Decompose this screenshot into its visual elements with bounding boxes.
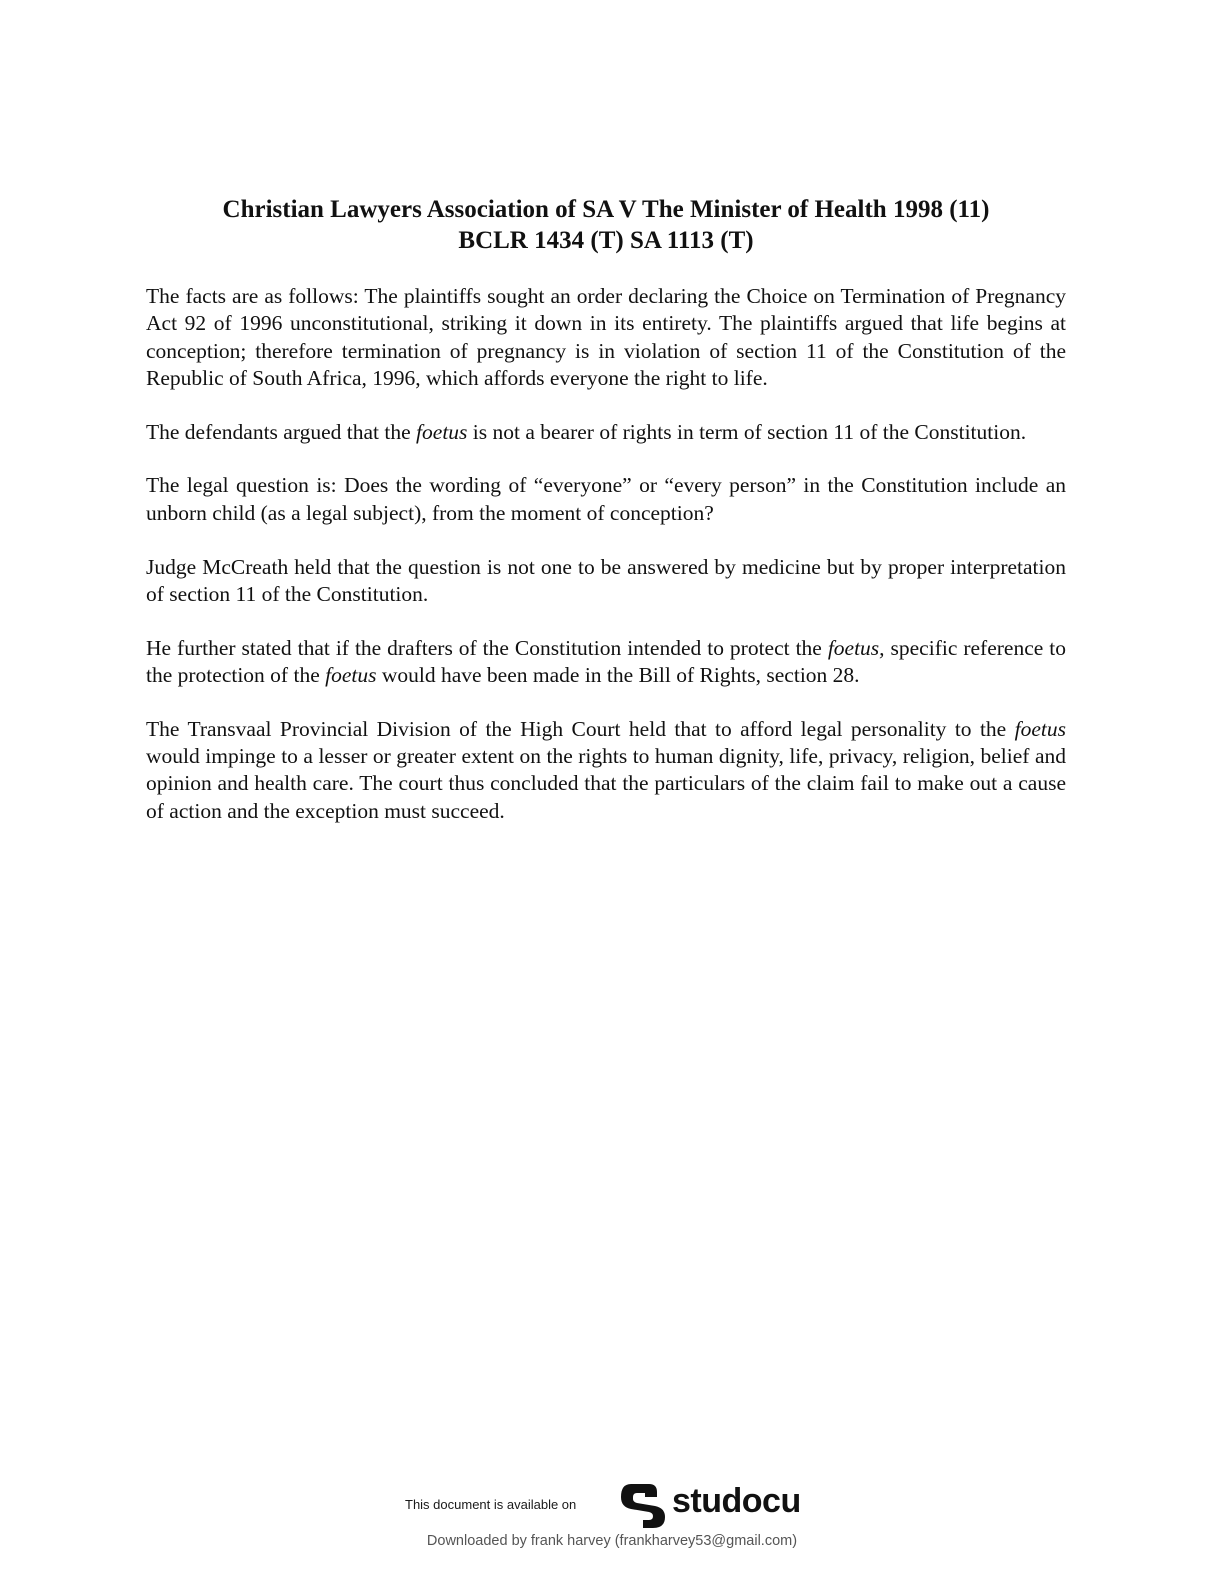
title-line-2: BCLR 1434 (T) SA 1113 (T) [458, 227, 754, 254]
footer [0, 1478, 1224, 1578]
studocu-logo-text[interactable]: studocu [672, 1482, 801, 1520]
available-on-text: This document is available on [405, 1497, 577, 1512]
paragraph-text: specific reference to the protection of the [146, 635, 1066, 687]
title-line-1: Christian Lawyers Association of SA V The Minister of Health 1998 (11) [222, 196, 990, 223]
paragraph-drafters [146, 635, 1066, 690]
paragraph-text: is not a bearer of rights in term of section 11 of the Constitution. [467, 419, 1027, 444]
italic-term: foetus [1014, 716, 1066, 741]
paragraph-facts: The facts are as follows: The plaintiffs sought an order declaring the Choice on Termination of Pregnancy Act 92 of 1996 unconstitutional, striking it down in its entirety. The plaintiffs argued that life begins at conception; therefore termination of pregnancy is in violation of section 11 of the Constitution of the Republic of South Africa, 1996, which affords everyone the right to life. [146, 284, 1066, 390]
studocu-logo-icon[interactable] [619, 1482, 669, 1530]
paragraph-text: The defendants argued that the [146, 419, 417, 444]
document-title [146, 194, 1066, 256]
italic-term: foetus [325, 662, 377, 687]
italic-term: foetus, [827, 635, 885, 660]
paragraph-text: He further stated that if the drafters of the Constitution intended to protect the [146, 635, 828, 660]
italic-term: foetus [416, 419, 468, 444]
document-body [146, 283, 1066, 851]
downloaded-by-text: Downloaded by frank harvey (frankharvey53@gmail.com) [426, 1533, 798, 1549]
paragraph-text: The Transvaal Provincial Division of the High Court held that to afford legal personality to the [146, 716, 1015, 741]
paragraph-text: would have been made in the Bill of Rights, section 28. [376, 662, 860, 687]
paragraph-legal-question: The legal question is: Does the wording of “everyone” or “every person” in the Constitution include an unborn child (as a legal subject), from the moment of conception? [146, 473, 1066, 525]
paragraph-judge: Judge McCreath held that the question is not one to be answered by medicine but by proper interpretation of section 11 of the Constitution. [146, 554, 1066, 606]
paragraph-defendants [146, 419, 1066, 446]
paragraph-conclusion [146, 716, 1066, 825]
paragraph-text: would impinge to a lesser or greater extent on the rights to human dignity, life, privacy, religion, belief and opinion and health care. The court thus concluded that the particulars of the claim fail to make out a cause of action and the exception must succeed. [146, 744, 1066, 823]
